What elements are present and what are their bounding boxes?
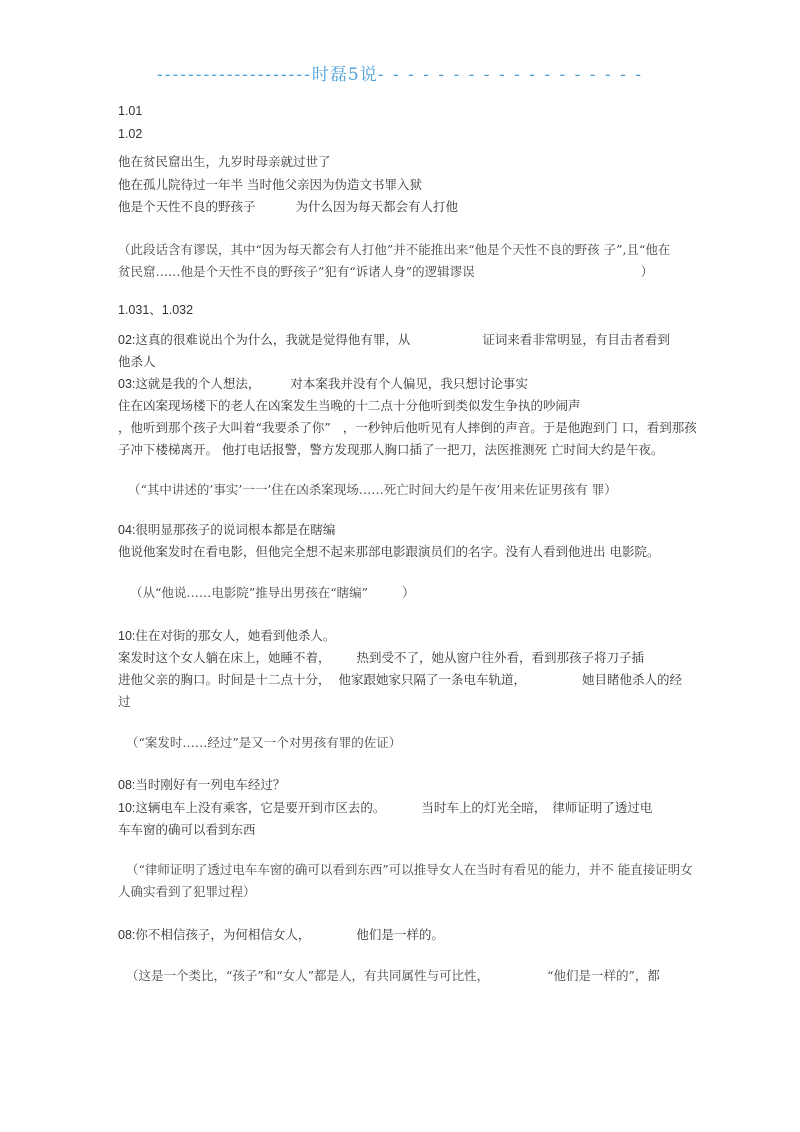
dialogue-fragment: 案发时这个女人躺在床上，她睡不着，: [118, 650, 331, 665]
speaker-number: 04:: [118, 523, 136, 537]
dialogue-fragment: 证词来看非常明显，有目击者看到: [482, 332, 670, 347]
section-number: 1.01: [118, 104, 143, 118]
dialogue-line: [118, 330, 670, 348]
paragraph-fragment: 他是个天性不良的野孩子: [118, 199, 256, 214]
dialogue-fragment: 进他父亲的胸口。时间是十二点十分，: [118, 672, 331, 687]
dialogue-fragment: 当时车上的灯光全暗，: [421, 800, 547, 815]
speaker-number: 02:: [118, 333, 136, 347]
dialogue-line: 过: [118, 694, 131, 709]
dialogue-fragment: 很明显那孩子的说词根本都是在瞎编: [135, 522, 336, 537]
annotation-line: [130, 583, 415, 601]
dialogue-line: 住在凶案现场楼下的老人在凶案发生当晚的十二点十分他听到类似发生争执的吵闹声: [118, 398, 581, 413]
dialogue-line: 他杀人: [118, 354, 156, 369]
dialogue-fragment: 他家跟她家只隔了一条电车轨道，: [338, 672, 527, 687]
annotation-line: （“其中讲述的’事实’一一’住在凶杀案现场……死亡时间大约是午夜’用来佐证男孩有 罪）: [128, 482, 617, 497]
annotation-fragment: ）: [402, 585, 415, 600]
dialogue-line: [118, 418, 697, 436]
dialogue-line: [118, 670, 682, 688]
dialogue-line: [118, 798, 652, 816]
dialogue-fragment: ，他听到那个孩子大叫着“我要杀了你”: [118, 420, 331, 435]
dialogue-fragment: 这辆电车上没有乘客，它是要开到市区去的。: [135, 800, 386, 815]
dialogue-line: [118, 925, 444, 943]
dialogue-fragment: 这真的很难说出个为什么，我就是觉得他有罪，从: [135, 332, 411, 347]
annotation-fragment: ）: [640, 264, 654, 279]
dialogue-line: 他说他案发时在看电影，但他完全想不起来那部电影跟演员们的名字。没有人看到他进出 电影院。: [118, 544, 660, 559]
speaker-number: 08:: [118, 928, 136, 942]
dialogue-line: 车车窗的确可以看到东西: [118, 822, 256, 837]
annotation-line: （此段话含有谬误，其中“因为每天都会有人打他”并不能推出来“他是个天性不良的野孩 子”,且“他在: [118, 242, 671, 257]
paragraph-line: [118, 197, 458, 215]
dialogue-fragment: 你不相信孩子，为何相信女人，: [135, 927, 311, 942]
speaker-number: 10:: [118, 629, 136, 643]
dialogue-line: [118, 374, 528, 392]
dialogue-line: 子冲下楼梯离开。 他打电话报警，警方发现那人胸口插了一把刀，法医推测死 亡时间大约是午夜。: [118, 442, 664, 457]
dialogue-fragment: ，一秒钟后他听见有人摔倒的声音。于是他跑到门 口，看到那孩: [342, 420, 697, 435]
dialogue-line: [118, 775, 285, 793]
paragraph-fragment: 为什么因为每天都会有人打他: [295, 199, 459, 214]
dialogue-fragment: 律师证明了透过电: [552, 800, 653, 815]
dialogue-line: [118, 626, 335, 644]
annotation-fragment: “他们是一样的”，都: [547, 968, 660, 983]
speaker-number: 08:: [118, 778, 136, 792]
dialogue-fragment: 热到受不了，她从窗户往外看，看到那孩子将刀子插: [356, 650, 645, 665]
dialogue-fragment: 她目睹他杀人的经: [582, 672, 683, 687]
annotation-line: 人确实看到了犯罪过程）: [118, 884, 256, 899]
dialogue-fragment: 住在对街的那女人，她看到他杀人。: [135, 628, 336, 643]
annotation-fragment: （这是一个类比，“孩子”和“女人”都是人，有共同属性与可比性，: [126, 968, 490, 983]
section-number: 1.031、1.032: [118, 303, 194, 317]
dialogue-fragment: 对本案我并没有个人偏见，我只想讨论事实: [290, 376, 528, 391]
paragraph-line: 他在贫民窟出生，九岁时母亲就过世了: [118, 154, 331, 169]
annotation-fragment: （从“他说……电影院”推导出男孩在“瞎编”: [130, 585, 369, 600]
header-title: 时磊5说: [311, 65, 378, 85]
dialogue-fragment: 这就是我的个人想法，: [135, 376, 261, 391]
dialogue-line: [118, 648, 644, 666]
paragraph-line: 他在孤儿院待过一年半 当时他父亲因为伪造文书罪入狱: [118, 177, 422, 192]
annotation-line: [126, 966, 660, 984]
annotation-line: （“律师证明了透过电车车窗的确可以看到东西”可以推导女人在当时有看见的能力，并不 能直接证明女: [126, 862, 693, 877]
annotation-line: （“案发时……经过”是又一个对男孩有罪的佐证）: [126, 735, 402, 750]
page-header: [0, 60, 800, 85]
dialogue-fragment: 他们是一样的。: [356, 927, 444, 942]
speaker-number: 03:: [118, 377, 136, 391]
annotation-fragment: 贫民窟……他是个天性不良的野孩子”犯有“诉诸人身”的逻辑谬误: [118, 264, 475, 279]
section-number: 1.02: [118, 127, 143, 141]
dialogue-fragment: 当时刚好有一列电车经过？: [135, 777, 286, 792]
header-left-dashes: --------------------: [157, 65, 312, 85]
header-right-dashes: - - - - - - - - - - - - - - - - - -: [377, 65, 643, 85]
dialogue-line: [118, 520, 335, 538]
speaker-number: 10:: [118, 801, 136, 815]
annotation-line: [118, 262, 653, 280]
